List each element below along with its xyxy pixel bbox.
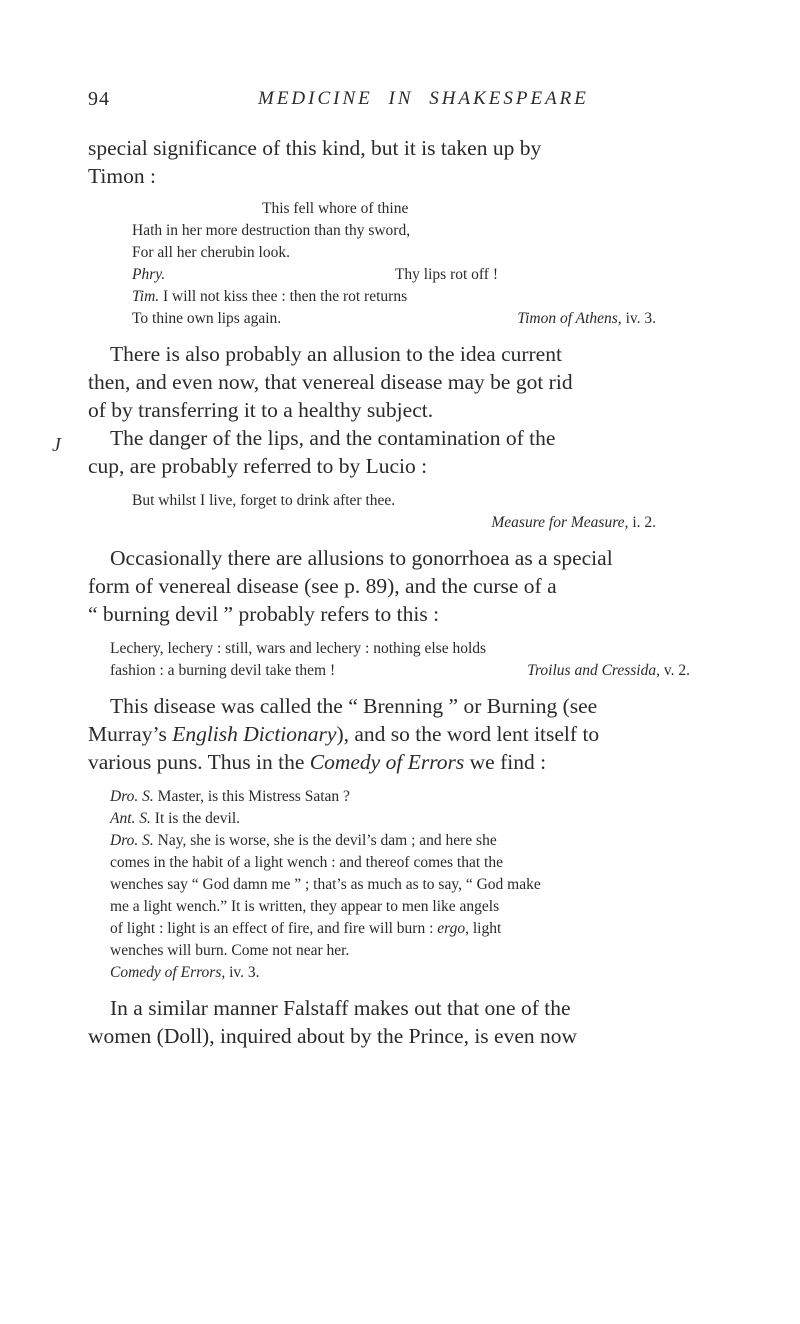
quote-text: of light : light is an effect of fire, and fire will burn :: [110, 920, 434, 937]
citation: [132, 512, 656, 534]
quote-lucio: [132, 490, 656, 534]
page-header: [88, 88, 716, 122]
paragraph-1: [88, 134, 716, 190]
text-run: Murray’s: [88, 722, 167, 746]
paragraph-2-line: of by transferring it to a healthy subject.: [88, 398, 434, 422]
quote-line: Lechery, lechery : still, wars and lechery : nothing else holds: [110, 640, 487, 657]
citation: [517, 308, 656, 330]
quote-text: To thine own lips again.: [132, 310, 282, 327]
paragraph-5-line: women (Doll), inquired about by the Prince, is even now: [88, 1024, 578, 1048]
quote-line: [132, 286, 656, 308]
citation-title: Comedy of Errors,: [110, 964, 226, 981]
quote-line: But whilst I live, forget to drink after thee.: [132, 492, 396, 509]
citation-ref: i. 2.: [632, 514, 656, 531]
quote-line: [132, 308, 656, 330]
paragraph-2: [88, 340, 716, 480]
quote-line: Hath in her more destruction than thy sword,: [132, 222, 411, 239]
text-run: we find :: [469, 750, 547, 774]
quote-line: For all her cherubin look.: [132, 244, 290, 261]
paragraph-3: [88, 544, 716, 628]
quote-text: Master, is this Mistress Satan ?: [157, 788, 350, 805]
paragraph-3-line: form of venereal disease (see p. 89), and the curse of a: [88, 574, 557, 598]
citation: [527, 660, 690, 682]
quote-line: wenches will burn. Come not near her.: [110, 942, 350, 959]
citation-title: Measure for Measure,: [491, 514, 629, 531]
quote-line: [110, 808, 692, 830]
citation-ref: iv. 3.: [229, 964, 260, 981]
quote-text: Thy lips rot off !: [394, 266, 498, 283]
paragraph-4-line: [88, 748, 716, 776]
citation-ref: v. 2.: [663, 662, 690, 679]
paragraph-4: [88, 692, 716, 776]
paragraph-2-line: cup, are probably referred to by Lucio :: [88, 454, 428, 478]
quote-text: It is the devil.: [154, 810, 241, 827]
page-number: 94: [88, 88, 110, 110]
quote-troilus: [110, 638, 690, 682]
quote-line: This fell whore of thine: [262, 200, 409, 217]
quote-text: fashion : a burning devil take them !: [110, 662, 336, 679]
citation-ref: iv. 3.: [625, 310, 656, 327]
paragraph-4-line: This disease was called the “ Brenning ” or Burning (see: [110, 694, 598, 718]
paragraph-1-line: Timon :: [88, 164, 156, 188]
paragraph-3-line: Occasionally there are allusions to gonorrhoea as a special: [110, 546, 613, 570]
quote-line: [110, 660, 690, 682]
speaker-name: Phry.: [132, 266, 166, 283]
quote-line: comes in the habit of a light wench : and thereof comes that the: [110, 854, 503, 871]
paragraph-5-line: In a similar manner Falstaff makes out that one of the: [110, 996, 571, 1020]
quote-line: wenches say “ God damn me ” ; that’s as much as to say, “ God make: [110, 876, 541, 893]
speaker-name: Dro. S.: [110, 832, 154, 849]
margin-pencil-mark: J: [52, 434, 61, 456]
paragraph-3-line: “ burning devil ” probably refers to this :: [88, 602, 440, 626]
speaker-name: Ant. S.: [110, 810, 151, 827]
running-title: MEDICINE IN SHAKESPEARE: [258, 88, 589, 109]
paragraph-1-line: special significance of this kind, but it is taken up by: [88, 136, 542, 160]
book-title: English Dictionary: [172, 722, 337, 746]
play-title: Comedy of Errors: [309, 750, 465, 774]
text-run: ), and so the word lent itself to: [336, 722, 600, 746]
citation-title: Troilus and Cressida,: [527, 662, 660, 679]
quote-text: Nay, she is worse, she is the devil’s dam ; and here she: [157, 832, 497, 849]
citation-title: Timon of Athens,: [517, 310, 622, 327]
quote-line: [110, 786, 692, 808]
paragraph-4-line: [88, 720, 716, 748]
quote-timon: [132, 198, 656, 330]
quote-text: light: [472, 920, 502, 937]
paragraph-5: [88, 994, 716, 1050]
paragraph-2-line: The danger of the lips, and the contamination of the: [110, 426, 556, 450]
quote-line: [110, 830, 692, 852]
quote-text: I will not kiss thee : then the rot returns: [163, 288, 408, 305]
quote-line: [110, 918, 692, 940]
quote-line: [132, 264, 656, 286]
speaker-name: Tim.: [132, 288, 160, 305]
speaker-name: Dro. S.: [110, 788, 154, 805]
latin-word: ergo,: [437, 920, 469, 937]
paragraph-2-line: There is also probably an allusion to the idea current: [110, 342, 562, 366]
paragraph-2-line: then, and even now, that venereal disease may be got rid: [88, 370, 573, 394]
quote-line: me a light wench.” It is written, they appear to men like angels: [110, 898, 500, 915]
page-body: [88, 134, 716, 1050]
quote-comedy-of-errors: [110, 786, 692, 984]
text-run: various puns. Thus in the: [88, 750, 305, 774]
citation: [110, 962, 692, 984]
